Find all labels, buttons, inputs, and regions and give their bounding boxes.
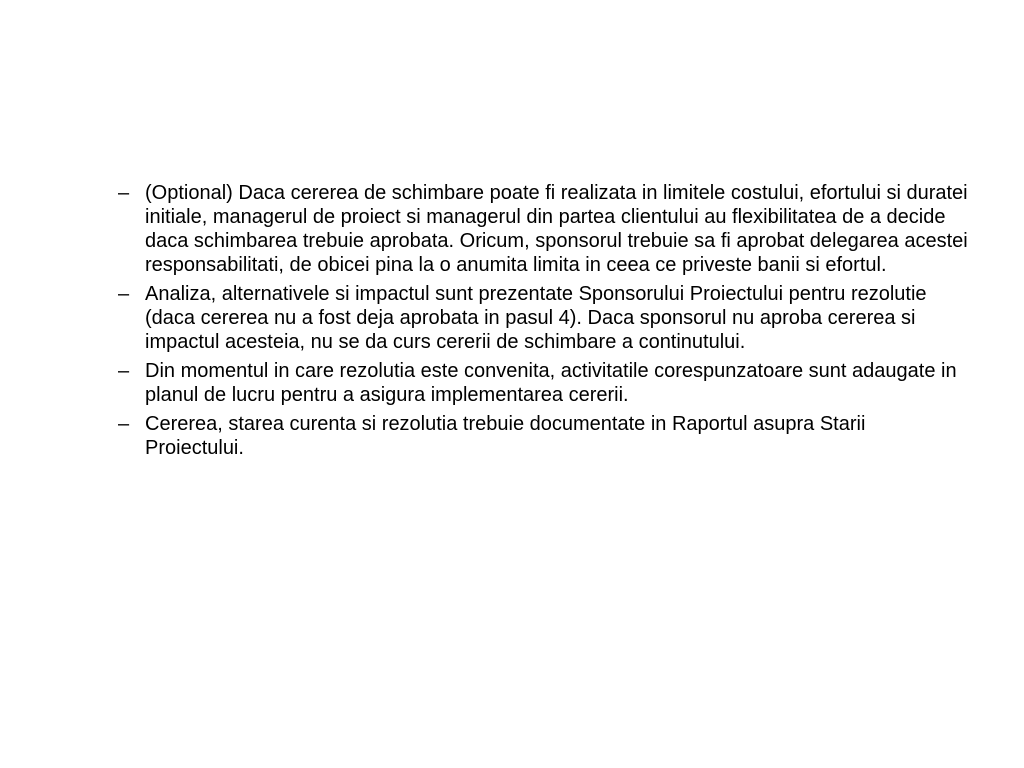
bullet-text: Cererea, starea curenta si rezolutia trebuie documentate in Raportul asupra Starii Proiectului. [145, 413, 866, 459]
bullet-item-sponsor-analysis [118, 282, 968, 354]
bullet-item-implementation [118, 359, 968, 407]
bullet-item-optional-approval [118, 181, 968, 277]
dash-marker: – [118, 182, 130, 204]
dash-marker: – [118, 413, 130, 435]
dash-marker: – [118, 283, 130, 305]
bullet-text: Analiza, alternativele si impactul sunt prezentate Sponsorului Proiectului pentru rezolutie (daca cererea nu a fost deja aprobata in pasul 4). Daca sponsorul nu aproba cererea si impactul acesteia, nu se da curs cererii de schimbare a continutului. [145, 283, 927, 353]
dash-marker: – [118, 360, 130, 382]
bullet-item-documentation [118, 412, 968, 460]
bullet-list [118, 181, 968, 465]
bullet-text: (Optional) Daca cererea de schimbare poate fi realizata in limitele costului, efortului si duratei initiale, managerul de proiect si managerul din partea clientului au flexibilitatea de a decide daca schimbarea trebuie aprobata. Oricum, sponsorul trebuie sa fi aprobat delegarea acestei responsabilitati, de obicei pina la o anumita limita in ceea ce priveste banii si efortul. [145, 182, 968, 276]
bullet-text: Din momentul in care rezolutia este convenita, activitatile corespunzatoare sunt adaugate in planul de lucru pentru a asigura implementarea cererii. [145, 360, 957, 406]
